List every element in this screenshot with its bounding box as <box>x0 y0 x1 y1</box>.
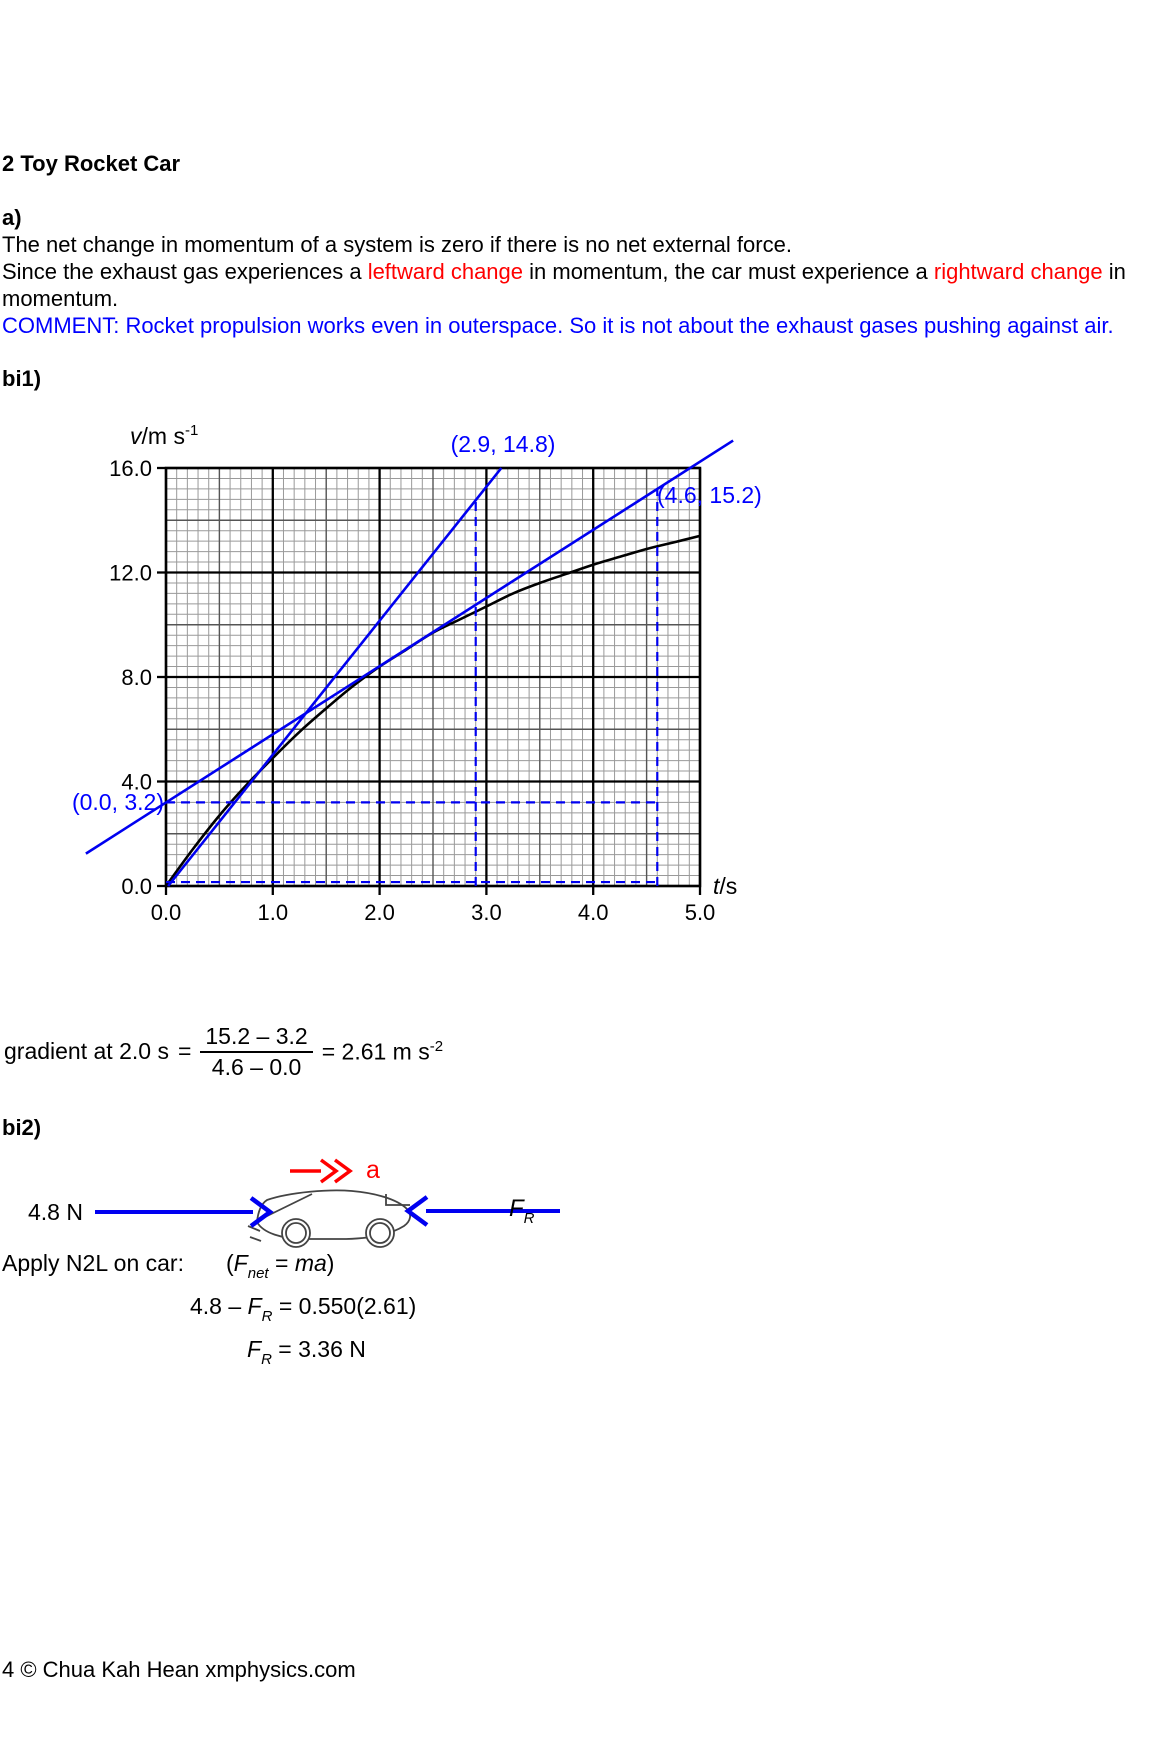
svg-text:2.0: 2.0 <box>364 900 395 925</box>
acceleration-label: a <box>366 1156 380 1184</box>
equation-n2l-sub: $4.8 - F_R = 0.550(2.61)$ <box>190 1293 417 1325</box>
section-bi2-heading: bi2) <box>2 1115 42 1140</box>
velocity-time-graph <box>0 400 800 960</box>
fraction <box>200 1022 312 1082</box>
svg-text:v/m s-1: v/m $s^{-1}$ <box>130 422 199 449</box>
comment-line: COMMENT: Rocket propulsion works even in outerspace. So it is not about the exhaust gases pushing against air. <box>2 313 1114 338</box>
text-segment: in momentum, the car must experience a <box>523 259 934 284</box>
gradient-label: gradient at 2.0 s <box>4 1038 169 1065</box>
fraction-numerator: 15.2 – 3.2 <box>200 1022 312 1053</box>
svg-text:12.0: 12.0 <box>109 560 152 586</box>
text-segment: Since the exhaust gas experiences a <box>2 259 368 284</box>
highlight-red-text: leftward change <box>367 259 524 284</box>
paragraph-line <box>2 258 1166 285</box>
apply-n2l-label: Apply N2L on car: <box>2 1250 184 1276</box>
gradient-equation <box>4 1022 443 1082</box>
svg-text:4.0: 4.0 <box>121 769 152 795</box>
paragraph-line: The net change in momentum of a system is zero if there is no net external force. <box>2 232 792 257</box>
svg-text:t/s: t/s <box>713 873 738 899</box>
svg-text:1.0: 1.0 <box>257 900 289 925</box>
svg-text:(4.6, 15.2): (4.6, 15.2) <box>657 482 762 508</box>
text-segment: in <box>1102 259 1126 284</box>
section-a-heading: a) <box>2 205 22 230</box>
paragraph-line: momentum. <box>2 286 119 311</box>
section-bi1-heading: bi1) <box>2 366 42 391</box>
svg-text:0.0: 0.0 <box>121 874 152 899</box>
gradient-result <box>322 1038 443 1066</box>
svg-text:4.0: 4.0 <box>577 900 609 925</box>
page-footer: 4 © Chua Kah Hean xmphysics.com <box>2 1657 356 1682</box>
section-a-paragraph <box>2 231 1166 339</box>
svg-text:5.0: 5.0 <box>684 900 716 925</box>
highlight-red-text: rightward change <box>933 259 1103 284</box>
thrust-force-label: 4.8 N <box>28 1199 83 1225</box>
svg-text:8.0: 8.0 <box>121 665 152 690</box>
svg-text:0.0: 0.0 <box>150 900 182 925</box>
page-title: 2 Toy Rocket Car <box>2 151 181 176</box>
result-exponent: -2 <box>429 1037 444 1055</box>
result-text: = 2.61 m s <box>321 1038 430 1065</box>
resistive-force-label: $F_R$ <box>509 1195 535 1227</box>
svg-text:(2.9, 14.8): (2.9, 14.8) <box>450 431 556 457</box>
equation-fr-result: $F_R = 3.36$ N <box>247 1336 366 1368</box>
svg-text:(0.0, 3.2): (0.0, 3.2) <box>71 789 164 815</box>
svg-text:16.0: 16.0 <box>109 456 152 481</box>
svg-text:3.0: 3.0 <box>471 900 502 925</box>
equals-sign: = <box>177 1038 192 1065</box>
fraction-denominator: 4.6 – 0.0 <box>211 1053 302 1080</box>
equation-fnet-ma: $(F_{net} = ma)$ <box>226 1250 335 1282</box>
